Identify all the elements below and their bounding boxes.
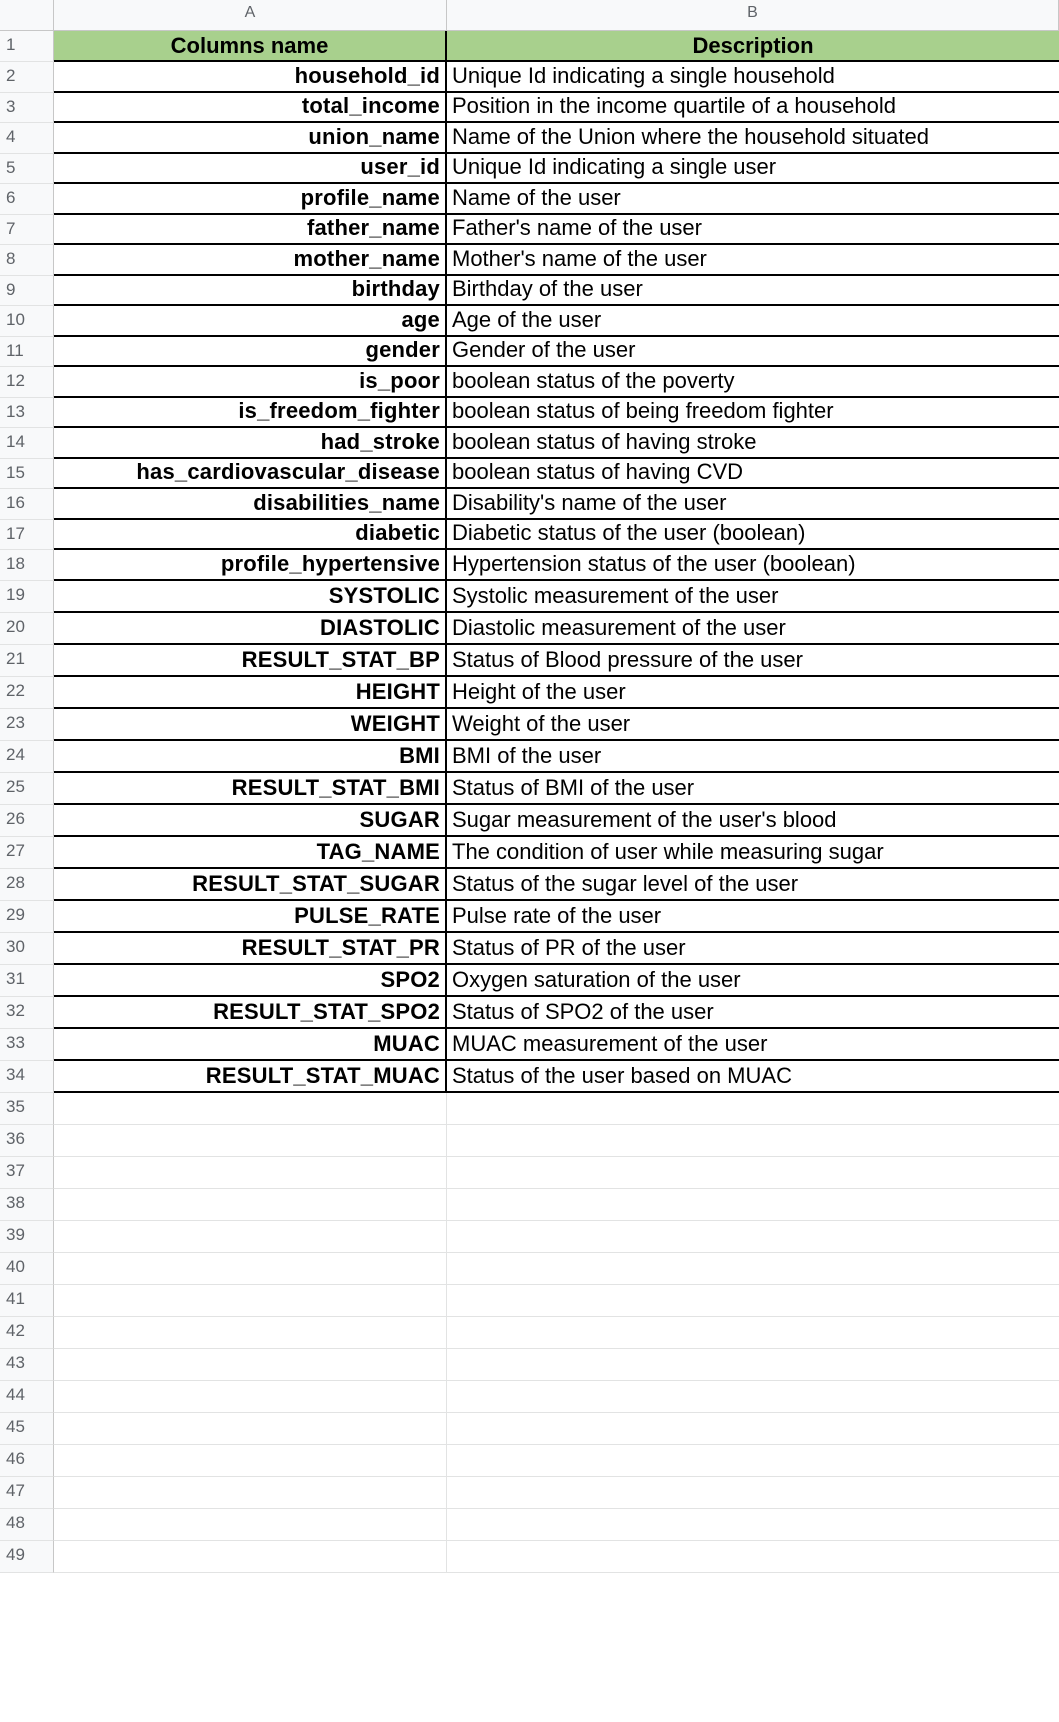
row-number[interactable]: 37 xyxy=(0,1157,54,1189)
column-name-text: RESULT_STAT_SPO2 xyxy=(213,998,440,1024)
row-number[interactable]: 19 xyxy=(0,581,54,613)
description-text: Oxygen saturation of the user xyxy=(452,966,741,992)
column-name-cell[interactable] xyxy=(54,773,447,805)
description-cell[interactable] xyxy=(447,741,1059,773)
table-row xyxy=(0,276,1059,307)
empty-row xyxy=(0,1253,1059,1285)
description-text: Pulse rate of the user xyxy=(452,902,662,928)
description-cell[interactable] xyxy=(447,550,1059,581)
table-row xyxy=(0,1029,1059,1061)
column-name-cell[interactable] xyxy=(54,837,447,869)
description-text: Diabetic status of the user (boolean) xyxy=(452,520,806,545)
description-text: Status of the sugar level of the user xyxy=(452,870,799,896)
row-number[interactable]: 31 xyxy=(0,965,54,997)
row-number[interactable]: 12 xyxy=(0,367,54,398)
column-name-cell[interactable] xyxy=(54,154,447,185)
header-cell-description[interactable] xyxy=(447,31,1059,62)
description-cell[interactable] xyxy=(447,581,1059,613)
row-number[interactable]: 45 xyxy=(0,1413,54,1445)
column-name-text: disabilities_name xyxy=(253,489,440,515)
column-name-cell[interactable] xyxy=(54,645,447,677)
column-name-cell[interactable] xyxy=(54,901,447,933)
empty-cell-a[interactable] xyxy=(54,1317,447,1349)
description-text: Hypertension status of the user (boolean) xyxy=(452,550,856,576)
description-text: boolean status of having CVD xyxy=(452,459,744,484)
description-text: Diastolic measurement of the user xyxy=(452,614,786,640)
description-cell[interactable] xyxy=(447,869,1059,901)
description-text: Gender of the user xyxy=(452,337,636,362)
column-name-cell[interactable] xyxy=(54,459,447,490)
column-name-text: SPO2 xyxy=(380,966,440,992)
description-text: boolean status of being freedom fighter xyxy=(452,398,834,423)
description-cell[interactable] xyxy=(447,709,1059,741)
description-cell[interactable] xyxy=(447,965,1059,997)
column-name-cell[interactable] xyxy=(54,869,447,901)
table-row xyxy=(0,398,1059,429)
row-number[interactable]: 30 xyxy=(0,933,54,965)
select-all-corner[interactable] xyxy=(0,0,54,31)
column-name-text: DIASTOLIC xyxy=(320,614,440,640)
description-cell[interactable] xyxy=(447,645,1059,677)
empty-cell-a[interactable] xyxy=(54,1509,447,1541)
empty-row xyxy=(0,1317,1059,1349)
column-name-cell[interactable] xyxy=(54,367,447,398)
description-text: Name of the Union where the household situated xyxy=(452,123,929,149)
column-name-text: RESULT_STAT_MUAC xyxy=(205,1062,440,1088)
empty-cell-b[interactable] xyxy=(447,1189,1059,1221)
column-name-cell[interactable] xyxy=(54,933,447,965)
empty-row xyxy=(0,1381,1059,1413)
column-name-text: RESULT_STAT_PR xyxy=(241,934,440,960)
column-name-cell[interactable] xyxy=(54,1029,447,1061)
row-number[interactable]: 39 xyxy=(0,1221,54,1253)
description-text: Unique Id indicating a single user xyxy=(452,154,777,179)
description-text: Status of PR of the user xyxy=(452,934,686,960)
description-text: Mother's name of the user xyxy=(452,245,707,271)
column-name-cell[interactable] xyxy=(54,276,447,307)
description-cell[interactable] xyxy=(447,306,1059,337)
empty-row xyxy=(0,1221,1059,1253)
table-row xyxy=(0,337,1059,368)
table-row xyxy=(0,933,1059,965)
column-name-text: household_id xyxy=(294,62,440,88)
description-text: Height of the user xyxy=(452,678,626,704)
row-number[interactable]: 17 xyxy=(0,520,54,551)
row-number[interactable]: 3 xyxy=(0,93,54,124)
column-name-text: has_cardiovascular_disease xyxy=(136,459,440,484)
row-number[interactable]: 41 xyxy=(0,1285,54,1317)
table-row xyxy=(0,677,1059,709)
row-number[interactable]: 22 xyxy=(0,677,54,709)
column-name-cell[interactable] xyxy=(54,215,447,246)
description-text: MUAC measurement of the user xyxy=(452,1030,768,1056)
row-number[interactable]: 15 xyxy=(0,459,54,490)
table-row xyxy=(0,581,1059,613)
empty-row xyxy=(0,1413,1059,1445)
table-row xyxy=(0,645,1059,677)
column-name-cell[interactable] xyxy=(54,398,447,429)
table-row xyxy=(0,215,1059,246)
row-number[interactable]: 42 xyxy=(0,1317,54,1349)
description-cell[interactable] xyxy=(447,93,1059,124)
row-number[interactable]: 25 xyxy=(0,773,54,805)
header-description-text: Description xyxy=(692,33,814,58)
header-cell-columns-name[interactable] xyxy=(54,31,447,62)
row-number[interactable]: 11 xyxy=(0,337,54,368)
column-name-text: gender xyxy=(365,337,440,362)
empty-cell-b[interactable] xyxy=(447,1157,1059,1189)
table-row xyxy=(0,837,1059,869)
row-number[interactable]: 48 xyxy=(0,1509,54,1541)
empty-cell-b[interactable] xyxy=(447,1253,1059,1285)
column-name-cell[interactable] xyxy=(54,677,447,709)
description-text: Age of the user xyxy=(452,306,602,332)
column-name-text: MUAC xyxy=(373,1030,440,1056)
table-row xyxy=(0,428,1059,459)
description-text: Weight of the user xyxy=(452,710,631,736)
table-row xyxy=(0,709,1059,741)
description-text: Disability's name of the user xyxy=(452,489,727,515)
description-text: BMI of the user xyxy=(452,742,602,768)
empty-cell-b[interactable] xyxy=(447,1317,1059,1349)
column-name-cell[interactable] xyxy=(54,93,447,124)
empty-cell-a[interactable] xyxy=(54,1477,447,1509)
column-name-cell[interactable] xyxy=(54,581,447,613)
row-number[interactable]: 29 xyxy=(0,901,54,933)
empty-cell-b[interactable] xyxy=(447,1477,1059,1509)
column-name-cell[interactable] xyxy=(54,337,447,368)
description-cell[interactable] xyxy=(447,245,1059,276)
row-number[interactable]: 40 xyxy=(0,1253,54,1285)
empty-cell-a[interactable] xyxy=(54,1349,447,1381)
column-name-text: RESULT_STAT_BMI xyxy=(231,774,440,800)
empty-row xyxy=(0,1125,1059,1157)
column-name-cell[interactable] xyxy=(54,123,447,154)
description-text: boolean status of having stroke xyxy=(452,428,757,454)
row-number[interactable]: 26 xyxy=(0,805,54,837)
description-text: Systolic measurement of the user xyxy=(452,582,779,608)
column-name-text: HEIGHT xyxy=(355,678,440,704)
row-number[interactable]: 6 xyxy=(0,184,54,215)
empty-cell-a[interactable] xyxy=(54,1413,447,1445)
row-number[interactable]: 5 xyxy=(0,154,54,185)
empty-row xyxy=(0,1349,1059,1381)
row-number[interactable]: 24 xyxy=(0,741,54,773)
column-name-cell[interactable] xyxy=(54,489,447,520)
description-text: Status of SPO2 of the user xyxy=(452,998,714,1024)
table-row xyxy=(0,489,1059,520)
column-name-cell[interactable] xyxy=(54,550,447,581)
column-name-cell[interactable] xyxy=(54,306,447,337)
table-header-row xyxy=(0,31,1059,62)
column-name-text: user_id xyxy=(360,154,440,179)
description-cell[interactable] xyxy=(447,933,1059,965)
description-text: Status of Blood pressure of the user xyxy=(452,646,803,672)
table-row xyxy=(0,869,1059,901)
empty-cell-b[interactable] xyxy=(447,1445,1059,1477)
column-name-text: father_name xyxy=(306,215,440,240)
row-number[interactable]: 4 xyxy=(0,123,54,154)
description-text: Father's name of the user xyxy=(452,215,702,240)
empty-cell-b[interactable] xyxy=(447,1349,1059,1381)
column-name-text: PULSE_RATE xyxy=(294,902,440,928)
table-row xyxy=(0,741,1059,773)
empty-cell-b[interactable] xyxy=(447,1381,1059,1413)
description-cell[interactable] xyxy=(447,398,1059,429)
empty-cell-a[interactable] xyxy=(54,1157,447,1189)
empty-cell-a[interactable] xyxy=(54,1381,447,1413)
row-number[interactable]: 34 xyxy=(0,1061,54,1093)
description-text: The condition of user while measuring sugar xyxy=(452,838,884,864)
table-row xyxy=(0,245,1059,276)
empty-cell-a[interactable] xyxy=(54,1125,447,1157)
table-row xyxy=(0,367,1059,398)
column-name-text: age xyxy=(401,306,440,332)
table-row xyxy=(0,93,1059,124)
empty-cell-b[interactable] xyxy=(447,1509,1059,1541)
description-cell[interactable] xyxy=(447,62,1059,93)
description-cell[interactable] xyxy=(447,613,1059,645)
description-cell[interactable] xyxy=(447,1029,1059,1061)
description-cell[interactable] xyxy=(447,215,1059,246)
empty-cell-a[interactable] xyxy=(54,1189,447,1221)
column-name-text: is_freedom_fighter xyxy=(238,398,440,423)
row-number[interactable]: 47 xyxy=(0,1477,54,1509)
column-name-cell[interactable] xyxy=(54,1061,447,1093)
column-name-text: diabetic xyxy=(355,520,440,545)
row-number[interactable]: 2 xyxy=(0,62,54,93)
row-number[interactable]: 27 xyxy=(0,837,54,869)
empty-cell-b[interactable] xyxy=(447,1413,1059,1445)
empty-cell-b[interactable] xyxy=(447,1125,1059,1157)
empty-cell-b[interactable] xyxy=(447,1285,1059,1317)
column-name-cell[interactable] xyxy=(54,62,447,93)
description-cell[interactable] xyxy=(447,428,1059,459)
column-name-text: had_stroke xyxy=(320,428,440,454)
description-text: Birthday of the user xyxy=(452,276,643,301)
row-number[interactable]: 49 xyxy=(0,1541,54,1573)
table-row xyxy=(0,520,1059,551)
empty-row xyxy=(0,1093,1059,1125)
column-name-text: SUGAR xyxy=(359,806,440,832)
column-name-text: TAG_NAME xyxy=(316,838,440,864)
row-number[interactable]: 1 xyxy=(0,31,54,62)
empty-row xyxy=(0,1157,1059,1189)
empty-row xyxy=(0,1189,1059,1221)
table-row xyxy=(0,805,1059,837)
column-header-a[interactable]: A xyxy=(54,0,447,31)
table-row xyxy=(0,1061,1059,1093)
column-name-cell[interactable] xyxy=(54,428,447,459)
row-number[interactable]: 38 xyxy=(0,1189,54,1221)
empty-cell-a[interactable] xyxy=(54,1093,447,1125)
table-row xyxy=(0,550,1059,581)
empty-cell-a[interactable] xyxy=(54,1221,447,1253)
row-number[interactable]: 23 xyxy=(0,709,54,741)
column-name-text: profile_name xyxy=(300,184,440,210)
description-text: Status of the user based on MUAC xyxy=(452,1062,792,1088)
description-cell[interactable] xyxy=(447,123,1059,154)
empty-cell-a[interactable] xyxy=(54,1541,447,1573)
row-number[interactable]: 10 xyxy=(0,306,54,337)
empty-row xyxy=(0,1541,1059,1573)
description-text: Position in the income quartile of a household xyxy=(452,93,896,118)
description-text: Sugar measurement of the user's blood xyxy=(452,806,837,832)
table-row xyxy=(0,901,1059,933)
empty-cell-a[interactable] xyxy=(54,1253,447,1285)
description-cell[interactable] xyxy=(447,337,1059,368)
column-name-text: is_poor xyxy=(359,367,440,393)
empty-row xyxy=(0,1509,1059,1541)
description-cell[interactable] xyxy=(447,901,1059,933)
column-name-text: total_income xyxy=(301,93,440,118)
description-cell[interactable] xyxy=(447,184,1059,215)
table-row xyxy=(0,184,1059,215)
description-cell[interactable] xyxy=(447,837,1059,869)
column-name-cell[interactable] xyxy=(54,709,447,741)
description-cell[interactable] xyxy=(447,997,1059,1029)
column-header-row xyxy=(0,0,1059,31)
column-name-text: union_name xyxy=(308,123,440,149)
column-name-cell[interactable] xyxy=(54,805,447,837)
table-row xyxy=(0,306,1059,337)
row-number[interactable]: 44 xyxy=(0,1381,54,1413)
row-number[interactable]: 14 xyxy=(0,428,54,459)
column-name-cell[interactable] xyxy=(54,184,447,215)
row-number[interactable]: 13 xyxy=(0,398,54,429)
description-cell[interactable] xyxy=(447,677,1059,709)
column-name-text: profile_hypertensive xyxy=(220,550,440,576)
table-row xyxy=(0,154,1059,185)
empty-cell-a[interactable] xyxy=(54,1285,447,1317)
column-name-cell[interactable] xyxy=(54,741,447,773)
description-cell[interactable] xyxy=(447,1061,1059,1093)
table-row xyxy=(0,62,1059,93)
column-name-cell[interactable] xyxy=(54,520,447,551)
row-number[interactable]: 32 xyxy=(0,997,54,1029)
column-name-text: birthday xyxy=(351,276,440,301)
column-name-cell[interactable] xyxy=(54,245,447,276)
table-row xyxy=(0,773,1059,805)
row-number[interactable]: 16 xyxy=(0,489,54,520)
table-row xyxy=(0,613,1059,645)
description-cell[interactable] xyxy=(447,459,1059,490)
row-number[interactable]: 46 xyxy=(0,1445,54,1477)
empty-cell-a[interactable] xyxy=(54,1445,447,1477)
column-name-cell[interactable] xyxy=(54,965,447,997)
description-cell[interactable] xyxy=(447,367,1059,398)
empty-row xyxy=(0,1285,1059,1317)
header-columns-name-text: Columns name xyxy=(170,33,329,58)
description-text: Unique Id indicating a single household xyxy=(452,62,835,88)
table-row xyxy=(0,123,1059,154)
row-number[interactable]: 9 xyxy=(0,276,54,307)
table-row xyxy=(0,965,1059,997)
column-name-text: SYSTOLIC xyxy=(328,582,440,608)
column-name-text: mother_name xyxy=(293,245,440,271)
description-cell[interactable] xyxy=(447,520,1059,551)
empty-row xyxy=(0,1477,1059,1509)
row-number[interactable]: 36 xyxy=(0,1125,54,1157)
description-cell[interactable] xyxy=(447,154,1059,185)
description-text: boolean status of the poverty xyxy=(452,367,735,393)
description-cell[interactable] xyxy=(447,805,1059,837)
table-row xyxy=(0,459,1059,490)
row-number[interactable]: 8 xyxy=(0,245,54,276)
row-number[interactable]: 7 xyxy=(0,215,54,246)
description-cell[interactable] xyxy=(447,276,1059,307)
column-name-text: RESULT_STAT_BP xyxy=(241,646,440,672)
column-name-cell[interactable] xyxy=(54,997,447,1029)
row-number[interactable]: 18 xyxy=(0,550,54,581)
row-number[interactable]: 35 xyxy=(0,1093,54,1125)
empty-cell-b[interactable] xyxy=(447,1541,1059,1573)
column-name-text: WEIGHT xyxy=(350,710,440,736)
empty-row xyxy=(0,1445,1059,1477)
column-name-cell[interactable] xyxy=(54,613,447,645)
column-header-b[interactable]: B xyxy=(447,0,1059,31)
empty-cell-b[interactable] xyxy=(447,1221,1059,1253)
column-name-text: RESULT_STAT_SUGAR xyxy=(192,870,440,896)
row-number[interactable]: 21 xyxy=(0,645,54,677)
row-number[interactable]: 43 xyxy=(0,1349,54,1381)
description-text: Status of BMI of the user xyxy=(452,774,695,800)
row-number[interactable]: 20 xyxy=(0,613,54,645)
column-name-text: BMI xyxy=(399,742,440,768)
row-number[interactable]: 28 xyxy=(0,869,54,901)
row-number[interactable]: 33 xyxy=(0,1029,54,1061)
table-row xyxy=(0,997,1059,1029)
description-cell[interactable] xyxy=(447,773,1059,805)
empty-cell-b[interactable] xyxy=(447,1093,1059,1125)
description-cell[interactable] xyxy=(447,489,1059,520)
description-text: Name of the user xyxy=(452,184,621,210)
